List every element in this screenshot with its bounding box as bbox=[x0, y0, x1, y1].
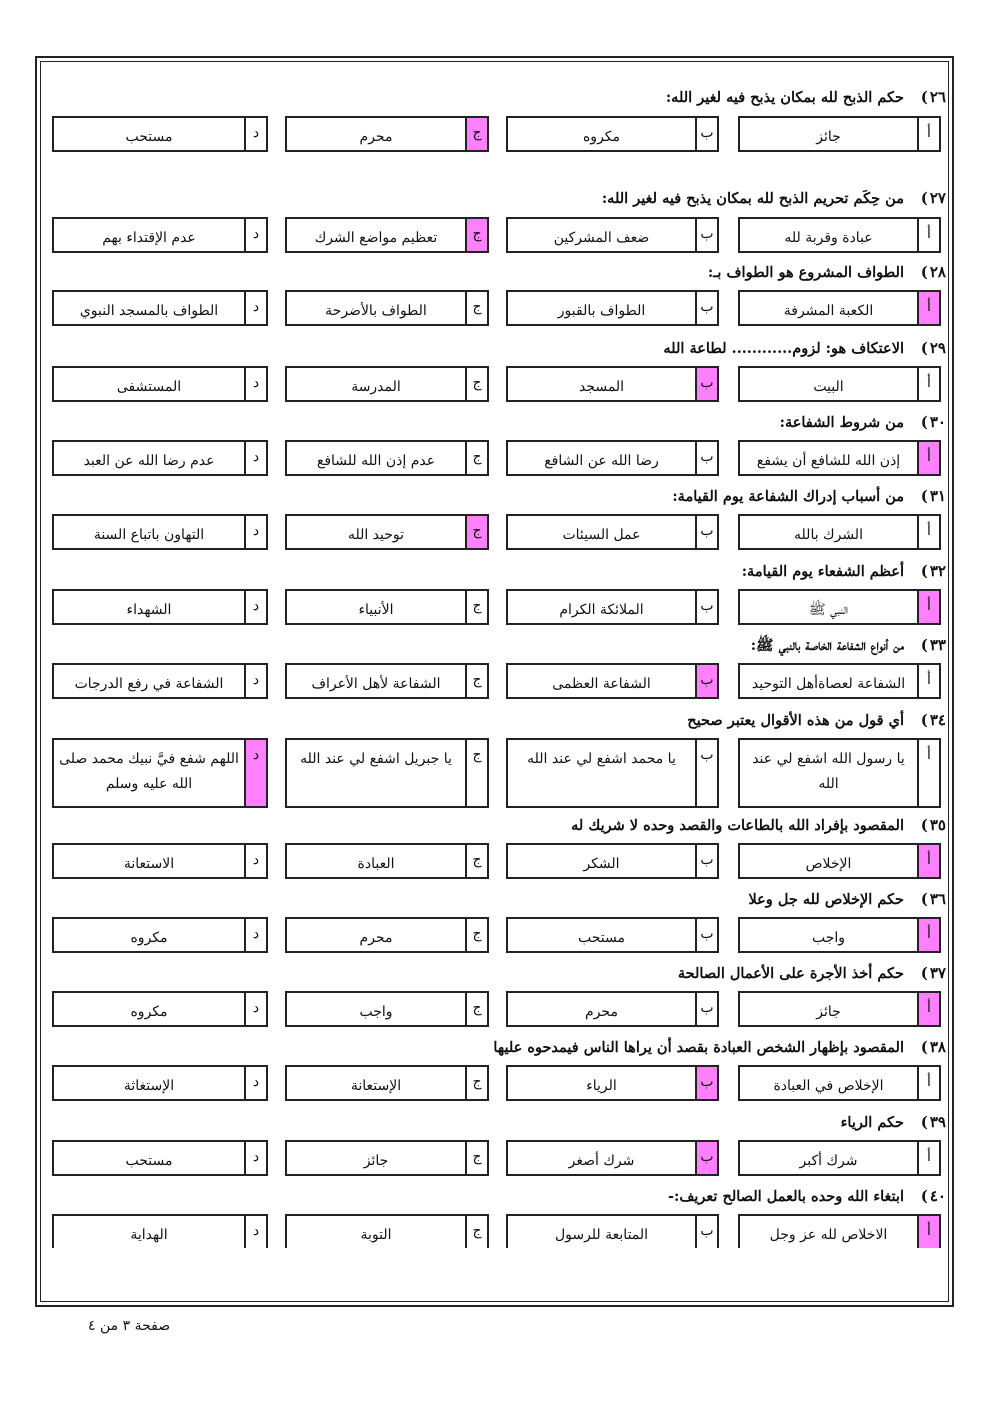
option-d[interactable] bbox=[52, 116, 268, 152]
option-letter: ب bbox=[695, 292, 717, 324]
option-c[interactable] bbox=[285, 440, 489, 476]
option-letter: ب bbox=[695, 740, 717, 806]
option-c[interactable] bbox=[285, 514, 489, 550]
option-text: جائز bbox=[816, 129, 841, 145]
question-text: أعظم الشفعاء يوم القيامة: bbox=[741, 563, 904, 580]
option-b[interactable] bbox=[506, 440, 719, 476]
question-27 bbox=[602, 188, 946, 212]
option-letter: أ bbox=[917, 1216, 939, 1248]
option-c[interactable] bbox=[285, 663, 489, 699]
option-letter: ج bbox=[465, 591, 487, 623]
question-number: ٣٦ ) bbox=[912, 890, 946, 908]
option-letter: ب bbox=[695, 442, 717, 474]
option-c[interactable] bbox=[285, 217, 489, 253]
option-a[interactable] bbox=[738, 440, 941, 476]
option-text: تعظيم مواضع الشرك bbox=[314, 230, 438, 246]
option-c[interactable] bbox=[285, 843, 489, 879]
option-text: إذن الله للشافع أن يشفع bbox=[756, 453, 901, 469]
option-letter: أ bbox=[917, 292, 939, 324]
option-letter: أ bbox=[917, 118, 939, 150]
option-text: الأنبياء bbox=[358, 602, 394, 618]
option-letter: د bbox=[244, 368, 266, 400]
option-text: الطواف بالقبور bbox=[557, 303, 646, 319]
question-text: المقصود بإظهار الشخص العبادة بقصد أن يراها الناس فيمدحوه عليها bbox=[493, 1039, 904, 1056]
option-a[interactable] bbox=[738, 290, 941, 326]
option-text: الشفاعة العظمى bbox=[552, 676, 651, 692]
option-letter: ج bbox=[465, 516, 487, 548]
question-32 bbox=[742, 561, 946, 585]
option-text: الكعبة المشرفة bbox=[783, 303, 874, 319]
option-letter: ج bbox=[465, 368, 487, 400]
option-letter: ج bbox=[465, 845, 487, 877]
option-a[interactable] bbox=[738, 1140, 941, 1176]
question-text: من حِكَم تحريم الذبح لله بمكان يذبح فيه لغير الله: bbox=[601, 190, 904, 207]
question-number: ٣٤ ) bbox=[912, 711, 946, 729]
option-text: الشفاعة لعصاةأهل التوحيد bbox=[751, 676, 906, 692]
option-letter: ب bbox=[695, 845, 717, 877]
option-text: الرياء bbox=[586, 1078, 617, 1094]
question-number: ٣١ ) bbox=[912, 487, 946, 505]
option-letter: ب bbox=[695, 919, 717, 951]
option-text: الإخلاص في العبادة bbox=[773, 1078, 884, 1094]
question-text: حكم الرياء bbox=[840, 1114, 904, 1131]
option-text: الاستعانة bbox=[123, 856, 175, 872]
question-40 bbox=[668, 1186, 946, 1210]
option-d[interactable] bbox=[52, 1065, 268, 1101]
option-b[interactable] bbox=[506, 1065, 719, 1101]
question-number: ٣٢ ) bbox=[912, 562, 946, 580]
question-number: ٣٥ ) bbox=[912, 816, 946, 834]
question-text: من أنواع الشفاعة الخاصة بالنبي ﷺ: bbox=[750, 637, 904, 654]
option-text: العبادة bbox=[357, 856, 395, 872]
option-b[interactable] bbox=[506, 366, 719, 402]
option-a[interactable] bbox=[738, 366, 941, 402]
option-letter: ج bbox=[465, 442, 487, 474]
option-letter: د bbox=[244, 442, 266, 474]
question-34 bbox=[687, 710, 946, 734]
option-letter: ج bbox=[465, 1216, 487, 1248]
option-text: محرم bbox=[359, 930, 393, 946]
option-b[interactable] bbox=[506, 217, 719, 253]
question-number: ٣٩ ) bbox=[912, 1113, 946, 1131]
option-text: مكروه bbox=[582, 129, 621, 145]
question-36 bbox=[749, 889, 947, 913]
option-letter: ب bbox=[695, 1142, 717, 1174]
question-38 bbox=[493, 1037, 946, 1061]
option-a[interactable] bbox=[738, 1214, 941, 1248]
option-letter: د bbox=[244, 845, 266, 877]
option-c[interactable] bbox=[285, 1140, 489, 1176]
option-a[interactable] bbox=[738, 917, 941, 953]
option-text: الشهداء bbox=[126, 602, 172, 618]
option-text: الإستغاثة bbox=[123, 1078, 175, 1094]
option-letter: د bbox=[244, 993, 266, 1025]
option-letter: ب bbox=[695, 1216, 717, 1248]
option-letter: ج bbox=[465, 1142, 487, 1174]
option-text: عدم رضا الله عن العبد bbox=[83, 453, 215, 469]
option-d[interactable] bbox=[52, 991, 268, 1027]
option-c[interactable] bbox=[285, 116, 489, 152]
option-text: المستشفى bbox=[116, 379, 182, 395]
option-letter: ب bbox=[695, 591, 717, 623]
option-a[interactable] bbox=[738, 1065, 941, 1101]
option-a[interactable] bbox=[738, 217, 941, 253]
option-text: البيت bbox=[813, 379, 844, 395]
option-text: واجب bbox=[811, 930, 846, 946]
option-d[interactable] bbox=[52, 843, 268, 879]
option-b[interactable] bbox=[506, 663, 719, 699]
option-text: الشرك بالله bbox=[794, 527, 863, 543]
question-text: أي قول من هذه الأقوال يعتبر صحيح bbox=[687, 712, 904, 729]
question-text: حكم الذبح لله بمكان يذبح فيه لغير الله: bbox=[665, 89, 904, 106]
option-letter: د bbox=[244, 740, 266, 806]
option-b[interactable] bbox=[506, 1140, 719, 1176]
option-letter: ب bbox=[695, 516, 717, 548]
question-number: ٣٨ ) bbox=[912, 1038, 946, 1056]
question-text: الطواف المشروع هو الطواف بـ: bbox=[707, 264, 904, 281]
option-b[interactable] bbox=[506, 514, 719, 550]
option-c[interactable] bbox=[285, 1065, 489, 1101]
page-footer: صفحة ٣ من ٤ bbox=[88, 1318, 171, 1334]
option-b[interactable] bbox=[506, 991, 719, 1027]
option-d[interactable] bbox=[52, 917, 268, 953]
option-d[interactable] bbox=[52, 738, 268, 808]
option-letter: أ bbox=[917, 1067, 939, 1099]
option-letter: أ bbox=[917, 740, 939, 806]
option-c[interactable] bbox=[285, 1214, 489, 1248]
option-text: عدم الإقتداء بهم bbox=[102, 230, 196, 246]
option-letter: أ bbox=[917, 993, 939, 1025]
question-number: ٢٦ ) bbox=[912, 88, 946, 106]
option-text: الشفاعة في رفع الدرجات bbox=[74, 676, 224, 692]
option-letter: د bbox=[244, 1142, 266, 1174]
question-number: ٣٣ ) bbox=[912, 636, 946, 654]
option-letter: ج bbox=[465, 1067, 487, 1099]
option-letter: أ bbox=[917, 665, 939, 697]
option-letter: ب bbox=[695, 219, 717, 251]
option-text: الشكر bbox=[583, 856, 620, 872]
question-number: ٣٧ ) bbox=[912, 964, 946, 982]
option-d[interactable] bbox=[52, 514, 268, 550]
question-28 bbox=[708, 262, 946, 286]
question-text: المقصود بإفراد الله بالطاعات والقصد وحده لا شريك له bbox=[571, 817, 904, 834]
question-number: ٤٠ ) bbox=[912, 1187, 946, 1205]
option-c[interactable] bbox=[285, 917, 489, 953]
question-31 bbox=[672, 486, 946, 510]
option-d[interactable] bbox=[52, 589, 268, 625]
option-text: يا جبريل اشفع لي عند الله bbox=[300, 751, 452, 767]
option-letter: ج bbox=[465, 740, 487, 806]
option-text: عدم إذن الله للشافع bbox=[316, 453, 436, 469]
option-text: عمل السيئات bbox=[562, 527, 641, 543]
option-text: رضا الله عن الشافع bbox=[544, 453, 659, 469]
option-letter: د bbox=[244, 292, 266, 324]
option-a[interactable] bbox=[738, 663, 941, 699]
option-letter: أ bbox=[917, 442, 939, 474]
option-letter: ج bbox=[465, 219, 487, 251]
option-text: النبي ﷺ bbox=[808, 602, 849, 618]
option-c[interactable] bbox=[285, 738, 489, 808]
option-text: التهاون باتباع السنة bbox=[93, 527, 205, 543]
option-letter: ج bbox=[465, 118, 487, 150]
option-d[interactable] bbox=[52, 663, 268, 699]
question-text: من أسباب إدراك الشفاعة يوم القيامة: bbox=[672, 488, 904, 505]
question-text: ابتغاء الله وحده بالعمل الصالح تعريف:- bbox=[667, 1188, 904, 1205]
option-text: الهداية bbox=[130, 1227, 168, 1243]
option-text: مستحب bbox=[578, 930, 625, 946]
option-text: الطواف بالمسجد النبوي bbox=[79, 303, 219, 319]
option-text: جائز bbox=[363, 1153, 389, 1169]
option-a[interactable] bbox=[738, 991, 941, 1027]
option-d[interactable] bbox=[52, 440, 268, 476]
option-b[interactable] bbox=[506, 738, 719, 808]
question-37 bbox=[678, 963, 946, 987]
option-letter: د bbox=[244, 118, 266, 150]
option-letter: د bbox=[244, 919, 266, 951]
option-letter: ب bbox=[695, 1067, 717, 1099]
option-b[interactable] bbox=[506, 843, 719, 879]
option-letter: ب bbox=[695, 368, 717, 400]
option-text: يا رسول الله اشفع لي عند الله bbox=[752, 751, 905, 792]
option-d[interactable] bbox=[52, 366, 268, 402]
option-text: جائز bbox=[816, 1004, 841, 1020]
option-letter: ج bbox=[465, 919, 487, 951]
option-letter: د bbox=[244, 219, 266, 251]
option-letter: أ bbox=[917, 919, 939, 951]
option-text: اللهم شفع فيَّ نبيك محمد صلى الله عليه وسلم bbox=[59, 751, 239, 792]
question-number: ٢٧ ) bbox=[912, 189, 946, 207]
option-text: الإخلاص bbox=[805, 856, 852, 872]
option-text: عبادة وقربة لله bbox=[784, 230, 873, 246]
question-29 bbox=[663, 338, 946, 362]
option-text: الطواف بالأضرحة bbox=[325, 303, 427, 319]
option-d[interactable] bbox=[52, 217, 268, 253]
option-text: ضعف المشركين bbox=[553, 230, 650, 246]
option-letter: أ bbox=[917, 1142, 939, 1174]
option-letter: ب bbox=[695, 665, 717, 697]
option-text: شرك أصغر bbox=[568, 1153, 635, 1169]
question-text: من شروط الشفاعة: bbox=[779, 414, 904, 431]
question-35 bbox=[571, 815, 946, 839]
option-text: التوبة bbox=[360, 1227, 392, 1243]
question-number: ٢٨ ) bbox=[912, 263, 946, 281]
option-text: المتابعة للرسول bbox=[554, 1227, 649, 1243]
option-b[interactable] bbox=[506, 116, 719, 152]
option-text: الشفاعة لأهل الأعراف bbox=[311, 676, 441, 692]
option-d[interactable] bbox=[52, 1214, 268, 1248]
option-text: مستحب bbox=[125, 1153, 173, 1169]
option-letter: د bbox=[244, 1067, 266, 1099]
option-letter: أ bbox=[917, 516, 939, 548]
option-text: شرك أكبر bbox=[799, 1153, 858, 1169]
option-text: مستحب bbox=[125, 129, 173, 145]
option-text: الاخلاص لله عز وجل bbox=[769, 1227, 888, 1243]
option-letter: د bbox=[244, 665, 266, 697]
option-letter: أ bbox=[917, 591, 939, 623]
option-text: المسجد bbox=[578, 379, 625, 395]
option-a[interactable] bbox=[738, 589, 941, 625]
option-a[interactable] bbox=[738, 843, 941, 879]
option-letter: أ bbox=[917, 845, 939, 877]
option-text: مكروه bbox=[130, 1004, 168, 1020]
question-text: الاعتكاف هو: لزوم............ لطاعة الله bbox=[663, 340, 904, 357]
option-text: المدرسة bbox=[351, 379, 401, 395]
option-c[interactable] bbox=[285, 366, 489, 402]
option-text: محرم bbox=[585, 1004, 618, 1020]
option-letter: ج bbox=[465, 665, 487, 697]
option-text: الملائكة الكرام bbox=[559, 602, 644, 618]
option-b[interactable] bbox=[506, 917, 719, 953]
question-30 bbox=[780, 412, 946, 436]
option-a[interactable] bbox=[738, 514, 941, 550]
option-letter: د bbox=[244, 1216, 266, 1248]
option-a[interactable] bbox=[738, 738, 941, 808]
option-b[interactable] bbox=[506, 589, 719, 625]
option-b[interactable] bbox=[506, 1214, 719, 1248]
option-letter: د bbox=[244, 516, 266, 548]
option-letter: د bbox=[244, 591, 266, 623]
option-letter: أ bbox=[917, 219, 939, 251]
option-c[interactable] bbox=[285, 589, 489, 625]
question-text: حكم أخذ الأجرة على الأعمال الصالحة bbox=[677, 965, 904, 982]
option-text: واجب bbox=[359, 1004, 393, 1020]
option-letter: ب bbox=[695, 118, 717, 150]
option-a[interactable] bbox=[738, 116, 941, 152]
question-text: حكم الإخلاص لله جل وعلا bbox=[748, 891, 904, 908]
option-letter: ب bbox=[695, 993, 717, 1025]
option-d[interactable] bbox=[52, 1140, 268, 1176]
option-text: توحيد الله bbox=[347, 527, 405, 543]
option-c[interactable] bbox=[285, 290, 489, 326]
question-26 bbox=[666, 87, 946, 111]
question-39 bbox=[841, 1112, 946, 1136]
question-number: ٢٩ ) bbox=[912, 339, 946, 357]
option-text: محرم bbox=[359, 129, 393, 145]
option-text: مكروه bbox=[130, 930, 168, 946]
option-text: يا محمد اشفع لي عند الله bbox=[527, 751, 676, 767]
option-letter: ج bbox=[465, 993, 487, 1025]
question-number: ٣٠ ) bbox=[912, 413, 946, 431]
option-d[interactable] bbox=[52, 290, 268, 326]
option-letter: ج bbox=[465, 292, 487, 324]
option-c[interactable] bbox=[285, 991, 489, 1027]
option-b[interactable] bbox=[506, 290, 719, 326]
option-letter: أ bbox=[917, 368, 939, 400]
question-33 bbox=[751, 635, 946, 659]
option-text: الإستعانة bbox=[350, 1078, 402, 1094]
